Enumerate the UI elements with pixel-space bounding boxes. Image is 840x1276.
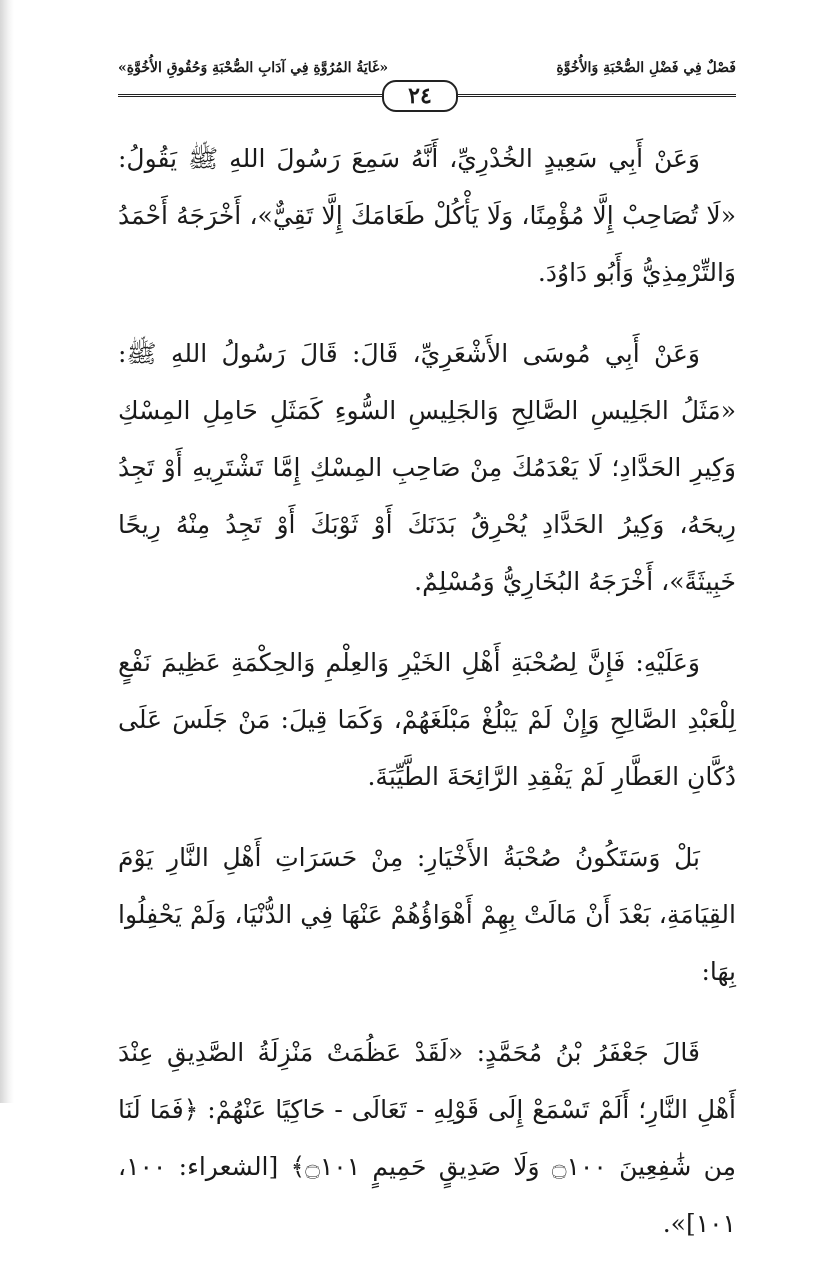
body-text — [118, 130, 736, 1276]
paragraph-abu-said-hadith: وَعَنْ أَبِي سَعِيدٍ الخُدْرِيِّ، أَنَّهُ سَمِعَ رَسُولَ اللهِ ﷺ يَقُولُ: «لَا تُصَاحِبْ إِلَّا مُؤْمِنًا، وَلَا يَأْكُلْ طَعَامَكَ إِلَّا تَقِيٌّ»، أَخْرَجَهُ أَحْمَدُ وَالتِّرْمِذِيُّ وَأَبُو دَاوُدَ. — [118, 144, 736, 287]
paragraph-jafar-quote: قَالَ جَعْفَرُ بْنُ مُحَمَّدٍ: «لَقَدْ عَظُمَتْ مَنْزِلَةُ الصَّدِيقِ عِنْدَ أَهْلِ النَّارِ؛ أَلَمْ تَسْمَعْ إِلَى قَوْلِهِ - تَعَالَى - حَاكِيًا عَنْهُمْ: ﴿فَمَا لَنَا مِن شَٰفِعِينَ ۝١٠٠ وَلَا صَدِيقٍ حَمِيمٍ ۝١٠١﴾ [الشعراء: ١٠٠، ١٠١]». — [118, 1038, 736, 1238]
paragraph-benefit-of-companionship: وَعَلَيْهِ: فَإِنَّ لِصُحْبَةِ أَهْلِ الخَيْرِ وَالعِلْمِ وَالحِكْمَةِ عَظِيمَ نَفْعٍ لِلْعَبْدِ الصَّالِحِ وَإِنْ لَمْ يَبْلُغْ مَبْلَغَهُمْ، وَكَمَا قِيلَ: مَنْ جَلَسَ عَلَى دُكَّانِ العَطَّارِ لَمْ يَفْقِدِ الرَّائِحَةَ الطَّيِّبَةَ. — [118, 648, 736, 791]
book-title: «غَايَةُ المُرُوَّةِ فِي آدَابِ الصُّحْبَةِ وَحُقُوقِ الأُخُوَّةِ» — [118, 60, 389, 76]
page-number: ٢٤ — [382, 80, 458, 112]
scan-edge-shadow — [0, 0, 14, 1103]
paragraph-regret-of-people-of-fire: بَلْ وَسَتَكُونُ صُحْبَةُ الأَخْيَارِ: مِنْ حَسَرَاتِ أَهْلِ النَّارِ يَوْمَ القِيَامَةِ، بَعْدَ أَنْ مَالَتْ بِهِمْ أَهْوَاؤُهُمْ عَنْهَا فِي الدُّنْيَا، وَلَمْ يَحْفِلُوا بِهَا: — [118, 843, 736, 986]
chapter-title: فَصْلٌ فِي فَضْلِ الصُّحْبَةِ وَالأُخُوَّةِ — [556, 60, 736, 76]
paragraph-abu-musa-hadith: وَعَنْ أَبِي مُوسَى الأَشْعَرِيِّ، قَالَ: قَالَ رَسُولُ اللهِ ﷺ: «مَثَلُ الجَلِيسِ الصَّالِحِ وَالجَلِيسِ السُّوءِ كَمَثَلِ حَامِلِ المِسْكِ وَكِيرِ الحَدَّادِ؛ لَا يَعْدَمُكَ مِنْ صَاحِبِ المِسْكِ إِمَّا تَشْتَرِيهِ أَوْ تَجِدُ رِيحَهُ، وَكِيرُ الحَدَّادِ يُحْرِقُ بَدَنَكَ أَوْ ثَوْبَكَ أَوْ تَجِدُ مِنْهُ رِيحًا خَبِيثَةً»، أَخْرَجَهُ البُخَارِيُّ وَمُسْلِمٌ. — [118, 339, 736, 596]
